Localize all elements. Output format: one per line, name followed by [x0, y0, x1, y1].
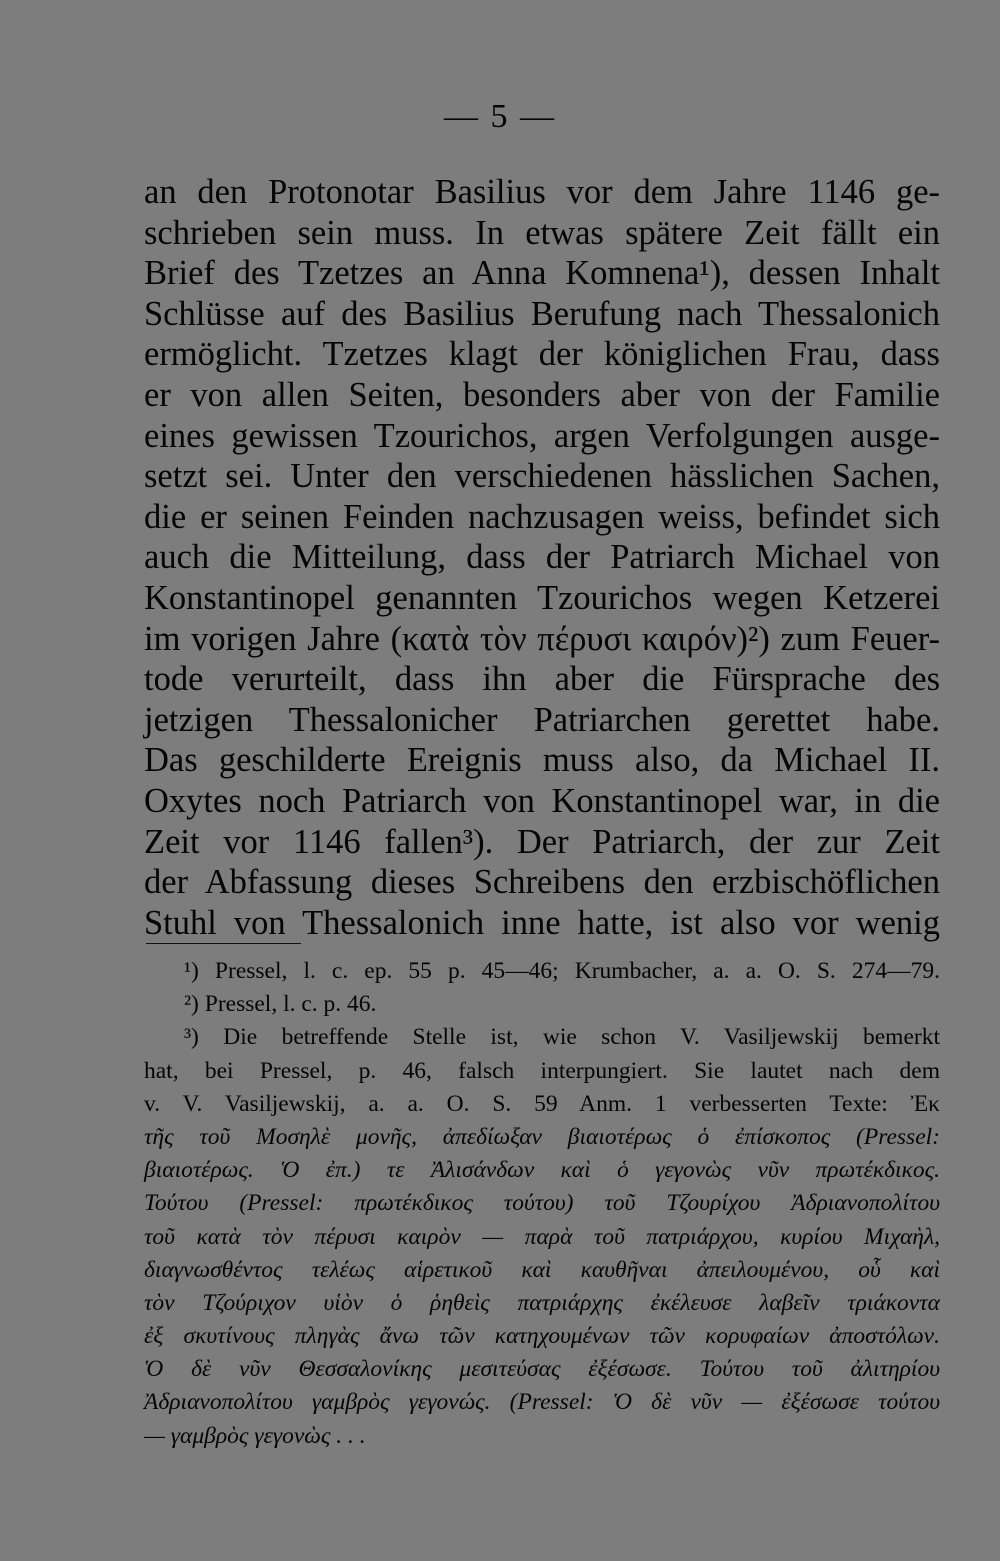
text-line: auch die Mitteilung, dass der Patriarch Michael von	[144, 538, 940, 577]
footnote-greek-line: — γαμβρὸς γεγονὼς . . .	[144, 1422, 366, 1449]
text-line: Stuhl von Thessalonich inne hatte, ist also vor wenig	[144, 903, 940, 942]
text-line: jetzigen Thessalonicher Patriarchen gerettet habe.	[144, 700, 940, 739]
text-line: ermöglicht. Tzetzes klagt der königlichen Frau, dass	[144, 335, 940, 374]
main-text	[144, 172, 940, 943]
footnote-separator	[146, 943, 301, 944]
page-number: — 5 —	[444, 98, 556, 135]
text-line: tode verurteilt, dass ihn aber die Fürsprache des	[144, 660, 940, 699]
text-line: an den Protonotar Basilius vor dem Jahre 1146 ge-	[144, 173, 940, 211]
text-line: Brief des Tzetzes an Anna Komnena¹), dessen Inhalt	[144, 254, 940, 293]
footnote-greek-line: βιαιοτέρως. Ὁ ἐπ.) τε Ἀλισάνδων καὶ ὁ γεγονὼς νῦν πρωτέκδικος.	[144, 1157, 940, 1184]
text-line: Schlüsse auf des Basilius Berufung nach Thessalonich	[144, 294, 940, 333]
text-line: setzt sei. Unter den verschiedenen hässlichen Sachen,	[144, 457, 940, 496]
footnote-greek-line: τοῦ κατὰ τὸν πέρυσι καιρὸν — παρὰ τοῦ πατριάρχου, κυρίου Μιχαὴλ,	[144, 1223, 940, 1250]
footnote-greek-line: Τούτου (Pressel: πρωτέκδικος τούτου) τοῦ Τζουρίχου Ἀδριανοπολίτου	[144, 1190, 940, 1217]
text-line: er von allen Seiten, besonders aber von der Familie	[144, 375, 940, 414]
footnote-2: ²) Pressel, l. c. p. 46.	[184, 991, 377, 1018]
text-line: Zeit vor 1146 fallen³). Der Patriarch, der zur Zeit	[144, 822, 940, 861]
text-line: die er seinen Feinden nachzusagen weiss, befindet sich	[144, 497, 940, 536]
footnote-greek-line: Ὁ δὲ νῦν Θεσσαλονίκης μεσιτεύσας ἐξέσωσε. Τούτου τοῦ ἀλιτηρίου	[144, 1356, 940, 1383]
footnote-greek-line: τὸν Τζούριχον υἱὸν ὁ ῥηθεὶς πατριάρχης ἐκέλευσε λαβεῖν τριάκοντα	[144, 1289, 940, 1316]
footnote-greek-line: ἐξ σκυτίνους πληγὰς ἄνω τῶν κατηχουμένων τῶν κορυφαίων ἀποστόλων.	[144, 1323, 940, 1350]
footnote-greek-line: διαγνωσθέντος τελέως αἱρετικοῦ καὶ καυθῆναι ἀπειλουμένου, οὗ καὶ	[144, 1256, 940, 1283]
text-line: eines gewissen Tzourichos, argen Verfolgungen ausge-	[144, 416, 940, 455]
footnote-greek-line: Ἀδριανοπολίτου γαμβρὸς γεγονώς. (Pressel: Ὁ δὲ νῦν — ἐξέσωσε τούτου	[144, 1389, 940, 1416]
text-line: Konstantinopel genannten Tzourichos wegen Ketzerei	[144, 578, 940, 617]
footnote-line: v. V. Vasiljewskij, a. a. O. S. 59 Anm. 1 verbesserten Texte: Ἐκ	[144, 1090, 940, 1117]
text-line: Oxytes noch Patriarch von Konstantinopel war, in die	[144, 781, 940, 820]
text-line: der Abfassung dieses Schreibens den erzbischöflichen	[144, 863, 940, 902]
footnote-line: hat, bei Pressel, p. 46, falsch interpungiert. Sie lautet nach dem	[144, 1057, 940, 1084]
footnote-3: ³) Die betreffende Stelle ist, wie schon V. Vasiljewskij bemerkt	[184, 1024, 940, 1051]
text-line: im vorigen Jahre (κατὰ τὸν πέρυσι καιρόν)²) zum Feuer-	[144, 619, 940, 658]
footnote-greek-line: τῆς τοῦ Μοσηλὲ μονῆς, ἀπεδίωξαν βιαιοτέρως ὁ ἐπίσκοπος (Pressel:	[144, 1123, 940, 1150]
text-line: schrieben sein muss. In etwas spätere Zeit fällt ein	[144, 213, 940, 252]
footnotes	[144, 955, 940, 1453]
text-line: Das geschilderte Ereignis muss also, da Michael II.	[144, 741, 940, 780]
footnote-1: ¹) Pressel, l. c. ep. 55 p. 45—46; Krumbacher, a. a. O. S. 274—79.	[184, 958, 940, 984]
